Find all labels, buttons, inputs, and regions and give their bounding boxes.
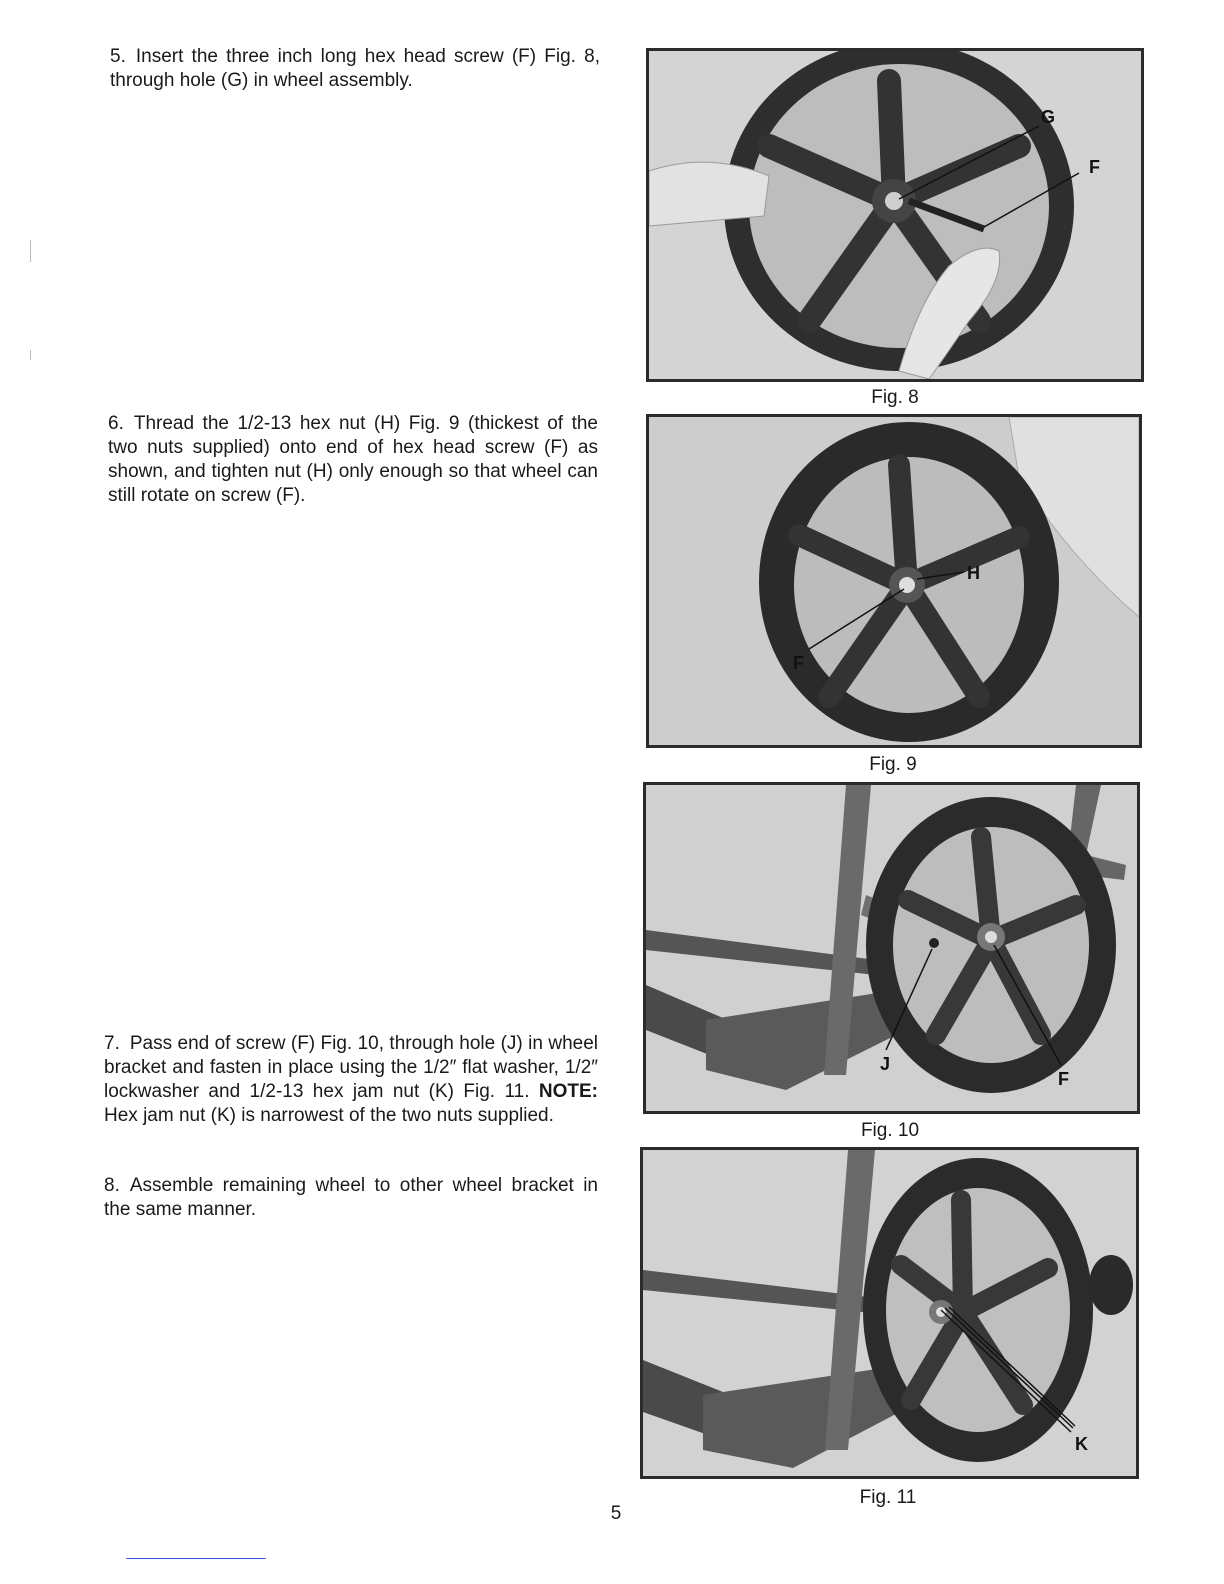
page-number: 5 (610, 1503, 622, 1524)
figure-10-photo (643, 782, 1140, 1114)
figure-8-photo (646, 48, 1144, 382)
step-6 (108, 412, 598, 508)
step-text: Thread the 1/2-13 hex nut (H) Fig. 9 (thickest of the two nuts supplied) onto end of hex head screw (F) as shown, and tighten nut (H) only enough so that wheel can still rotate on screw (F). (108, 413, 598, 506)
step-text: Insert the three inch long hex head screw (F) Fig. 8, through hole (G) in wheel assembly. (110, 46, 600, 91)
step-5 (110, 45, 600, 93)
step-8 (104, 1174, 598, 1222)
callout-label: F (793, 653, 804, 673)
step-text: Assemble remaining wheel to other wheel bracket in the same manner. (104, 1175, 598, 1220)
scan-mark (30, 350, 31, 360)
step-text: Pass end of screw (F) Fig. 10, through hole (J) in wheel bracket and fasten in place using the 1/2″ flat washer, 1/2″ lockwasher and 1/2-13 hex jam nut (K) Fig. 11. (104, 1033, 598, 1102)
callout-label: J (880, 1054, 891, 1074)
figure-9-caption: Fig. 9 (869, 754, 917, 775)
step-number: 5. (110, 46, 126, 67)
figure-11-caption: Fig. 11 (859, 1487, 917, 1508)
figure-10-caption: Fig. 10 (860, 1120, 920, 1141)
callout-label: F (1058, 1069, 1069, 1089)
note-text: Hex jam nut (K) is narrowest of the two nuts supplied. (104, 1105, 554, 1126)
step-number: 7. (104, 1033, 120, 1054)
callout-label: H (967, 563, 980, 583)
scan-mark (30, 240, 31, 262)
step-number: 8. (104, 1175, 120, 1196)
footer-rule (126, 1558, 266, 1559)
figure-8-caption: Fig. 8 (871, 387, 919, 408)
note-label: NOTE: (538, 1081, 598, 1102)
step-7 (104, 1032, 598, 1128)
figure-11-photo (640, 1147, 1139, 1479)
step-number: 6. (108, 413, 124, 434)
callout-label: K (1075, 1434, 1088, 1454)
figure-9-photo (646, 414, 1142, 748)
callout-label: F (1089, 157, 1100, 177)
callout-label: G (1041, 107, 1056, 127)
